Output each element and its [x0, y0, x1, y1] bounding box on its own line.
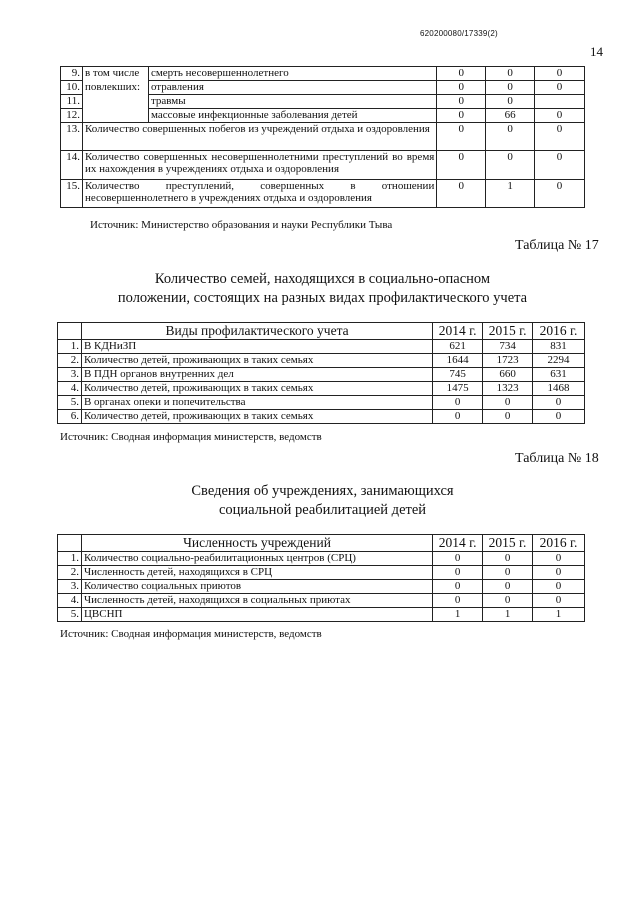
row-number: 5.: [58, 608, 82, 622]
row-label: Количество социально-реабилитационных центров (СРЦ): [81, 552, 432, 566]
table-row: [58, 354, 585, 368]
value-2016: 0: [533, 580, 585, 594]
row-label: Численность детей, находящихся в СРЦ: [81, 566, 432, 580]
header-category: Виды профилактического учета: [81, 323, 432, 340]
value-2016: 0: [533, 410, 585, 424]
row-group-label: в том числе: [82, 67, 148, 81]
row-number: 6.: [58, 410, 82, 424]
table-17-caption: Таблица № 17: [515, 238, 599, 253]
value-2016: 0: [535, 180, 585, 208]
table-row: [61, 95, 585, 109]
value-2015: 1323: [483, 382, 533, 396]
table-row: [58, 382, 585, 396]
table-row: [61, 81, 585, 95]
row-label: массовые инфекционные заболевания детей: [148, 109, 436, 123]
table-row: [61, 123, 585, 151]
row-number: 10.: [61, 81, 83, 95]
header-2014: 2014 г.: [433, 323, 483, 340]
row-label: В КДНиЗП: [81, 340, 432, 354]
row-label: Количество детей, проживающих в таких семьях: [81, 382, 432, 396]
row-number: 9.: [61, 67, 83, 81]
row-number: 2.: [58, 354, 82, 368]
value-2015: 0: [486, 67, 535, 81]
row-label: ЦВСНП: [81, 608, 432, 622]
value-2016: [535, 95, 585, 109]
row-label: В ПДН органов внутренних дел: [81, 368, 432, 382]
value-2015: 0: [483, 410, 533, 424]
value-2016: 0: [533, 552, 585, 566]
value-2014: 0: [437, 123, 486, 151]
table-16: [60, 66, 585, 208]
row-number: 13.: [61, 123, 83, 151]
value-2016: 0: [535, 67, 585, 81]
table-row: [58, 410, 585, 424]
value-2016: 0: [533, 594, 585, 608]
table-row: [58, 594, 585, 608]
table-18-title-line2: социальной реабилитацией детей: [218, 502, 427, 518]
table-row: [61, 67, 585, 81]
table-row: [58, 396, 585, 410]
value-2015: 66: [486, 109, 535, 123]
table-18: [57, 534, 585, 622]
table-18-caption: Таблица № 18: [515, 451, 599, 466]
value-2016: 0: [535, 109, 585, 123]
header-2015: 2015 г.: [483, 535, 533, 552]
value-2015: 0: [483, 594, 533, 608]
table-header-row: [58, 535, 585, 552]
table-18-title-line1: Сведения об учреждениях, занимающихся: [191, 483, 454, 499]
value-2016: 1: [533, 608, 585, 622]
value-2014: 0: [437, 151, 486, 180]
value-2015: 0: [483, 396, 533, 410]
value-2015: 0: [483, 552, 533, 566]
row-number: 1.: [58, 552, 82, 566]
value-2014: 0: [437, 180, 486, 208]
document-code: 620200080/17339(2): [420, 29, 498, 38]
row-label: В органах опеки и попечительства: [81, 396, 432, 410]
table-row: [58, 340, 585, 354]
value-2014: 0: [437, 95, 486, 109]
row-label: Количество социальных приютов: [81, 580, 432, 594]
value-2014: 0: [437, 67, 486, 81]
row-label: Количество детей, проживающих в таких семьях: [81, 354, 432, 368]
value-2014: 1644: [433, 354, 483, 368]
value-2014: 0: [437, 109, 486, 123]
header-2016: 2016 г.: [533, 535, 585, 552]
header-2015: 2015 г.: [483, 323, 533, 340]
header-2016: 2016 г.: [533, 323, 585, 340]
row-number: 1.: [58, 340, 82, 354]
header-2014: 2014 г.: [433, 535, 483, 552]
value-2014: 745: [433, 368, 483, 382]
table-17-title-line1: Количество семей, находящихся в социально-опасном: [154, 271, 491, 287]
value-2014: 621: [433, 340, 483, 354]
row-label: Численность детей, находящихся в социальных приютах: [81, 594, 432, 608]
row-label: смерть несовершеннолетнего: [148, 67, 436, 81]
header-category: Численность учреждений: [81, 535, 432, 552]
value-2015: 734: [483, 340, 533, 354]
row-number: 11.: [61, 95, 83, 109]
row-label: Количество детей, проживающих в таких семьях: [81, 410, 432, 424]
value-2014: 0: [433, 594, 483, 608]
table-18-title: [60, 482, 585, 520]
value-2015: 0: [486, 123, 535, 151]
value-2016: 0: [533, 566, 585, 580]
row-group-label: [82, 95, 148, 109]
row-number: 4.: [58, 594, 82, 608]
row-number: 3.: [58, 368, 82, 382]
value-2015: 0: [486, 151, 535, 180]
value-2015: 0: [486, 81, 535, 95]
header-number-cell: [58, 323, 82, 340]
value-2014: 0: [433, 580, 483, 594]
table-row: [61, 151, 585, 180]
table-row: [58, 566, 585, 580]
row-number: 4.: [58, 382, 82, 396]
value-2014: 0: [433, 552, 483, 566]
row-label: Количество преступлений, совершенных в отношении несовершеннолетнего в учреждениях отдыха и оздоровления: [82, 180, 436, 208]
table-row: [61, 180, 585, 208]
value-2014: 0: [433, 566, 483, 580]
table-17-title: [60, 270, 585, 308]
value-2015: 0: [486, 95, 535, 109]
row-label: травмы: [148, 95, 436, 109]
value-2014: 1: [433, 608, 483, 622]
page-number: 14: [590, 44, 603, 59]
row-number: 3.: [58, 580, 82, 594]
value-2015: 1723: [483, 354, 533, 368]
value-2014: 1475: [433, 382, 483, 396]
row-number: 2.: [58, 566, 82, 580]
row-group-label: [82, 109, 148, 123]
value-2016: 0: [535, 151, 585, 180]
table-row: [58, 552, 585, 566]
value-2014: 0: [433, 396, 483, 410]
value-2016: 2294: [533, 354, 585, 368]
row-label: Количество совершенных побегов из учреждений отдыха и оздоровления: [82, 123, 436, 151]
row-group-label: повлекших:: [82, 81, 148, 95]
value-2016: 0: [535, 123, 585, 151]
table-17: [57, 322, 585, 424]
value-2016: 0: [533, 396, 585, 410]
value-2016: 0: [535, 81, 585, 95]
row-label: Количество совершенных несовершеннолетними преступлений во время их нахождения в учреждениях отдыха и оздоровления: [82, 151, 436, 180]
row-number: 5.: [58, 396, 82, 410]
row-label: отравления: [148, 81, 436, 95]
header-number-cell: [58, 535, 82, 552]
row-number: 12.: [61, 109, 83, 123]
table-row: [61, 109, 585, 123]
value-2015: 0: [483, 566, 533, 580]
value-2015: 660: [483, 368, 533, 382]
value-2014: 0: [433, 410, 483, 424]
table-header-row: [58, 323, 585, 340]
table-16-source: Источник: Министерство образования и науки Республики Тыва: [90, 219, 393, 231]
value-2015: 0: [483, 580, 533, 594]
table-row: [58, 608, 585, 622]
value-2015: 1: [486, 180, 535, 208]
value-2016: 631: [533, 368, 585, 382]
table-row: [58, 580, 585, 594]
row-number: 14.: [61, 151, 83, 180]
row-number: 15.: [61, 180, 83, 208]
table-18-source: Источник: Сводная информация министерств, ведомств: [60, 628, 322, 640]
value-2014: 0: [437, 81, 486, 95]
table-row: [58, 368, 585, 382]
table-17-source: Источник: Сводная информация министерств, ведомств: [60, 431, 322, 443]
table-17-title-line2: положении, состоящих на разных видах профилактического учета: [117, 290, 528, 306]
value-2016: 1468: [533, 382, 585, 396]
value-2015: 1: [483, 608, 533, 622]
value-2016: 831: [533, 340, 585, 354]
